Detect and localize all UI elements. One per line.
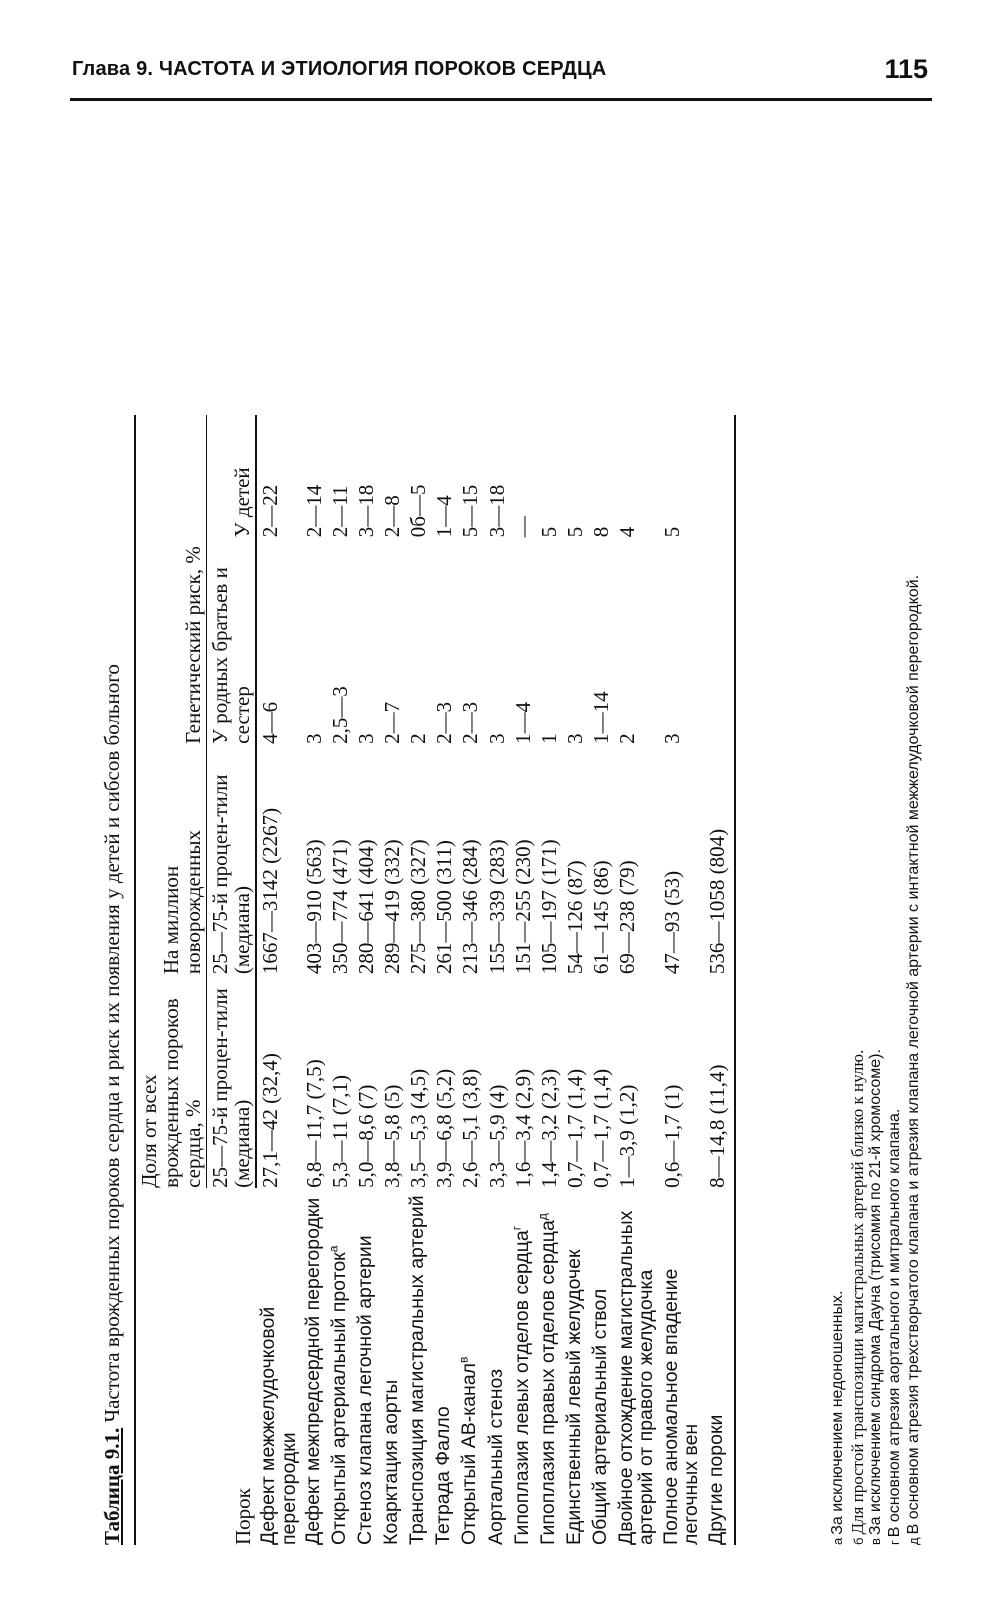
share-cell: 3,9—6,8 (5,2): [432, 1068, 457, 1188]
per-million-cell: 105—197 (171): [536, 839, 561, 975]
per-million-cell: 403—910 (563): [302, 839, 327, 975]
share-cell: 5,0—8,6 (7): [354, 1084, 379, 1188]
children-risk-cell: 2—22: [258, 484, 283, 538]
siblings-risk-cell: 3: [302, 733, 327, 744]
defect-name-cell: [457, 1188, 483, 1545]
per-million-cell: 261—500 (311): [432, 840, 457, 975]
defect-name: Двойное отхождение магистральных артерий от правого желудочка: [614, 1210, 658, 1545]
defect-name-cell: [588, 1188, 614, 1545]
table-row: [704, 415, 735, 1545]
table-row: [588, 415, 614, 1545]
footnote-text: В основном атрезия аортального и митрального клапана.: [886, 1108, 903, 1538]
defect-name: Стеноз клапана легочной артерии: [354, 1235, 377, 1545]
defect-name-cell: [562, 1188, 588, 1545]
footnote-mark: б: [851, 1537, 866, 1545]
table-row: [405, 415, 431, 1545]
siblings-risk-cell: 2—7: [380, 701, 405, 744]
children-risk-cell: 3—18: [484, 484, 509, 538]
footnote: [906, 575, 925, 1545]
siblings-risk-cell: 3: [562, 733, 587, 744]
table-row: [562, 415, 588, 1545]
footnote: [830, 575, 849, 1545]
children-risk-cell: 8: [588, 526, 613, 538]
header-genetic-group: Генетический риск, %: [135, 415, 207, 744]
share-cell: 6,8—11,7 (7,5): [302, 1059, 327, 1188]
footnote-text: За исключением синдрома Дауна (трисомия по 21-й хромосоме).: [867, 1049, 884, 1536]
footnote-mark: д: [906, 1537, 921, 1545]
footnote-text: В основном атрезия трехстворчатого клапана и атрезия клапана легочной артерии с интактной межжелудочковой перегородкой.: [905, 574, 922, 1535]
header-per-million-sub: 25—75-й процен-тили (медиана): [207, 744, 257, 974]
defect-name: Коарктация аорты: [380, 1379, 403, 1545]
defect-name: Гипоплазия правых отделов сердца: [536, 1220, 559, 1545]
table-row: [379, 415, 405, 1545]
defect-name: Дефект межжелудочковой перегородки: [257, 1306, 300, 1545]
table-row: [510, 415, 536, 1545]
header-share-group: Доля от всех врожденных пороков сердца, %: [135, 974, 207, 1188]
children-risk-cell: —: [510, 516, 535, 538]
siblings-risk-cell: 2: [406, 733, 431, 744]
siblings-risk-cell: 3: [659, 733, 684, 744]
table-body: [256, 415, 734, 1545]
defects-table: [134, 415, 736, 1545]
children-risk-cell: 2—14: [302, 484, 327, 538]
footnote-text: Для простой транспозиции магистральных артерий близко к нулю.: [848, 1049, 867, 1535]
per-million-cell: 151—255 (230): [510, 839, 535, 975]
share-cell: 1—3,9 (1,2): [614, 1084, 639, 1188]
defect-name-cell: [704, 1188, 735, 1545]
defect-name-cell: [327, 1188, 353, 1545]
table-row: [256, 415, 301, 1545]
defect-name: Другие пороки: [704, 1414, 727, 1545]
defect-name-cell: [659, 1188, 704, 1545]
table-row: [301, 415, 327, 1545]
table-row: [536, 415, 562, 1545]
table-row: [614, 415, 659, 1545]
defect-name: Общий артериальный ствол: [588, 1288, 611, 1545]
footnote-ref: д: [535, 1213, 550, 1221]
siblings-risk-cell: 3: [354, 733, 379, 744]
defect-name-cell: [379, 1188, 405, 1545]
share-cell: 3,8—5,8 (5): [380, 1084, 405, 1188]
siblings-risk-cell: 2: [614, 733, 639, 744]
footnote-ref: г: [509, 1225, 524, 1231]
children-risk-cell: 0б—5: [406, 484, 431, 538]
children-risk-cell: 4: [614, 526, 639, 538]
table-label: Таблица 9.1.: [100, 1427, 124, 1545]
page-number: 115: [884, 54, 928, 84]
defect-name: Единственный левый желудочек: [562, 1249, 585, 1545]
children-risk-cell: [704, 415, 735, 537]
share-cell: 3,5—5,3 (4,5): [406, 1068, 431, 1188]
per-million-cell: 47—93 (53): [659, 870, 684, 975]
footnote-ref: а: [326, 1245, 341, 1253]
footnote-mark: г: [887, 1540, 902, 1545]
table-row: [431, 415, 457, 1545]
defect-name-cell: [353, 1188, 379, 1545]
defect-name-cell: [484, 1188, 510, 1545]
defect-name: Открытый АВ-канал: [458, 1362, 481, 1545]
siblings-risk-cell: 1: [536, 733, 561, 744]
share-cell: 27,1—42 (32,4): [258, 1053, 283, 1188]
table-caption: [100, 664, 125, 1545]
defect-name-cell: [256, 1188, 301, 1545]
share-cell: 0,7—1,7 (1,4): [588, 1068, 613, 1188]
siblings-risk-cell: 2—3: [458, 701, 483, 744]
footnote-text: За исключением недоношенных.: [829, 1290, 846, 1535]
defect-name: Полное аномальное впадение легочных вен: [659, 1268, 703, 1545]
header-siblings: У родных братьев и сестер: [207, 537, 257, 744]
siblings-risk-cell: 2,5—3: [328, 686, 353, 744]
children-risk-cell: 5: [536, 526, 561, 538]
defect-name-cell: [405, 1188, 431, 1545]
per-million-cell: 275—380 (327): [406, 839, 431, 975]
defect-name: Гипоплазия левых отделов сердца: [510, 1230, 533, 1545]
footnotes: [830, 575, 925, 1545]
footnote: [887, 575, 906, 1545]
defect-name-cell: [614, 1188, 659, 1545]
per-million-cell: 280—641 (404): [354, 839, 379, 975]
footnote-mark: в: [868, 1538, 883, 1545]
table-row: [484, 415, 510, 1545]
defect-name: Тетрада Фалло: [432, 1406, 455, 1545]
table-row: [353, 415, 379, 1545]
header-defect: Порок: [135, 1188, 256, 1545]
share-cell: 0,6—1,7 (1): [659, 1084, 684, 1188]
share-cell: 8—14,8 (11,4): [704, 974, 735, 1188]
siblings-risk-cell: 2—3: [432, 701, 457, 744]
header-children: У детей: [207, 415, 257, 537]
per-million-cell: 536—1058 (804): [704, 744, 735, 974]
rotated-table-block: [100, 415, 930, 1545]
children-risk-cell: 3—18: [354, 484, 379, 538]
chapter-title: Глава 9. ЧАСТОТА И ЭТИОЛОГИЯ ПОРОКОВ СЕРДЦА: [72, 58, 607, 80]
share-cell: 2,6—5,1 (3,8): [458, 1068, 483, 1188]
table-caption-text: Частота врожденных пороков сердца и риск их появления у детей и сибсов больного: [100, 664, 124, 1423]
siblings-risk-cell: 3: [484, 733, 509, 744]
children-risk-cell: 5—15: [458, 484, 483, 538]
per-million-cell: 61—145 (86): [588, 860, 613, 975]
defect-name: Дефект межпредсердной перегородки: [302, 1197, 325, 1545]
defect-name-cell: [431, 1188, 457, 1545]
per-million-cell: 54—126 (87): [562, 860, 587, 975]
per-million-cell: 69—238 (79): [614, 860, 639, 975]
table-row: [457, 415, 483, 1545]
per-million-cell: 350—774 (471): [328, 839, 353, 975]
siblings-risk-cell: 1—4: [510, 701, 535, 744]
share-cell: 3,3—5,9 (4): [484, 1084, 509, 1188]
defect-name: Аортальный стеноз: [484, 1368, 507, 1545]
table-row: [327, 415, 353, 1545]
defect-name-cell: [301, 1188, 327, 1545]
footnote: [849, 575, 868, 1545]
children-risk-cell: 5: [562, 526, 587, 538]
children-risk-cell: 1—4: [432, 495, 457, 538]
per-million-cell: 1667—3142 (2267): [258, 807, 283, 975]
children-risk-cell: 5: [659, 526, 684, 538]
share-cell: 1,6—3,4 (2,9): [510, 1068, 535, 1188]
per-million-cell: 155—339 (283): [484, 839, 509, 975]
footnote: [868, 575, 887, 1545]
children-risk-cell: 2—11: [328, 485, 353, 538]
siblings-risk-cell: 1—14: [588, 691, 613, 744]
header-per-million-group: На миллион новорожденных: [135, 744, 207, 974]
defect-name: Транспозиция магистральных артерий: [406, 1195, 429, 1545]
share-cell: 5,3—11 (7,1): [328, 1074, 353, 1188]
share-cell: 1,4—3,2 (2,3): [536, 1068, 561, 1188]
share-cell: 0,7—1,7 (1,4): [562, 1068, 587, 1188]
header-share-sub: 25—75-й процен-тили (медиана): [207, 974, 257, 1188]
children-risk-cell: 2—8: [380, 495, 405, 538]
footnote-mark: а: [830, 1537, 845, 1545]
footnote-ref: в: [456, 1356, 471, 1363]
siblings-risk-cell: 4—6: [258, 701, 283, 744]
defect-name-cell: [510, 1188, 536, 1545]
table-row: [659, 415, 704, 1545]
defect-name: Открытый артериальный проток: [328, 1252, 351, 1545]
running-head: [70, 52, 932, 101]
siblings-risk-cell: [704, 537, 735, 744]
per-million-cell: 289—419 (332): [380, 839, 405, 975]
defect-name-cell: [536, 1188, 562, 1545]
per-million-cell: 213—346 (284): [458, 839, 483, 975]
